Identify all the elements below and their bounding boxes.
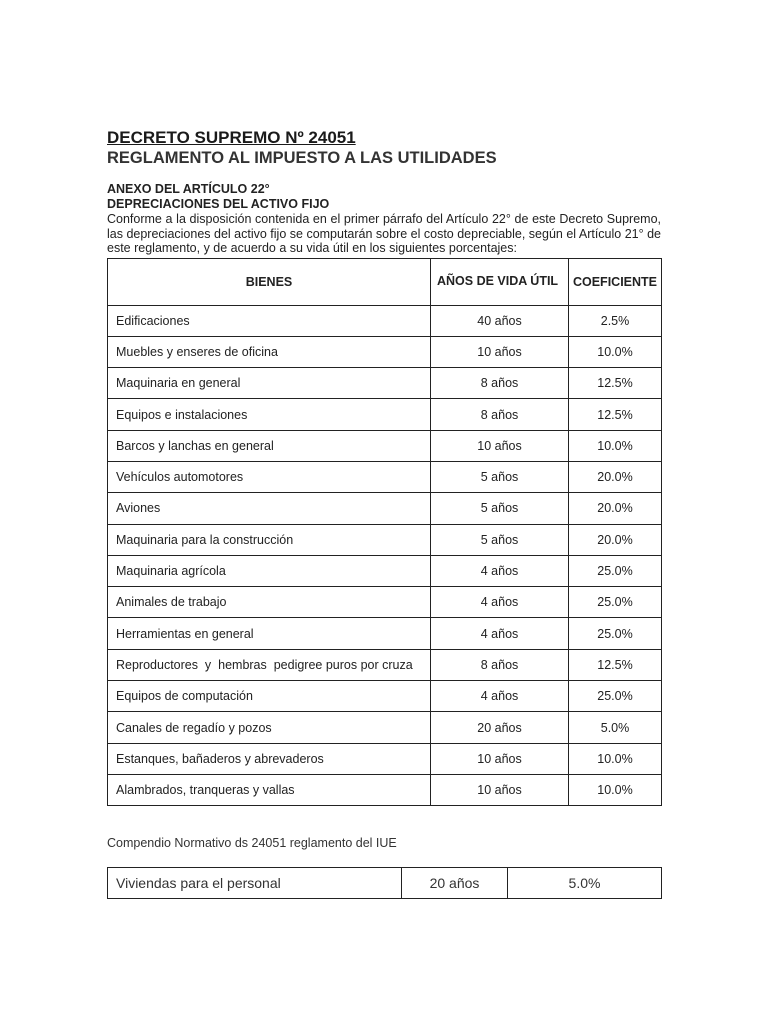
table-row [108,368,662,399]
table-header-row [108,258,662,305]
extra-depreciation-table [107,867,662,899]
table-row [108,774,662,805]
compendium-note: Compendio Normativo ds 24051 reglamento del IUE [107,836,397,850]
asset-name: Aviones [108,493,431,524]
useful-life: 8 años [431,368,569,399]
asset-name: Muebles y enseres de oficina [108,336,431,367]
regulation-title: REGLAMENTO AL IMPUESTO A LAS UTILIDADES [107,149,497,167]
header-bienes: BIENES [108,258,431,305]
table-row [108,461,662,492]
asset-name: Maquinaria en general [108,368,431,399]
useful-life: 40 años [431,305,569,336]
coefficient: 10.0% [569,774,662,805]
table-row [108,743,662,774]
coefficient: 12.5% [569,649,662,680]
annex-subtitle: DEPRECIACIONES DEL ACTIVO FIJO [107,197,330,211]
useful-life: 4 años [431,587,569,618]
coefficient: 10.0% [569,336,662,367]
asset-name: Alambrados, tranqueras y vallas [108,774,431,805]
table-row [108,712,662,743]
annex-heading [107,182,661,212]
table-row [108,305,662,336]
table-row [108,587,662,618]
coefficient: 25.0% [569,587,662,618]
asset-name: Maquinaria agrícola [108,555,431,586]
asset-name: Animales de trabajo [108,587,431,618]
coefficient: 2.5% [569,305,662,336]
asset-name: Reproductores y hembras pedigree puros por cruza [108,649,431,680]
coefficient: 25.0% [569,618,662,649]
intro-paragraph: Conforme a la disposición contenida en el primer párrafo del Artículo 22° de este Decreto Supremo, las depreciaciones del activo fijo se computarán sobre el costo depreciable, según el Artículo 21° de este reglamento, y de acuerdo a su vida útil en los siguientes porcentajes: [107,212,661,255]
asset-name: Viviendas para el personal [108,868,402,899]
asset-name: Herramientas en general [108,618,431,649]
asset-name: Equipos e instalaciones [108,399,431,430]
coefficient: 20.0% [569,461,662,492]
useful-life: 4 años [431,681,569,712]
coefficient: 12.5% [569,399,662,430]
table-row [108,430,662,461]
table-row [108,868,662,899]
coefficient: 5.0% [508,868,662,899]
useful-life: 10 años [431,336,569,367]
table-row [108,524,662,555]
asset-name: Estanques, bañaderos y abrevaderos [108,743,431,774]
useful-life: 8 años [431,399,569,430]
useful-life: 5 años [431,524,569,555]
table-row [108,336,662,367]
asset-name: Maquinaria para la construcción [108,524,431,555]
useful-life: 20 años [431,712,569,743]
asset-name: Edificaciones [108,305,431,336]
table-row [108,555,662,586]
asset-name: Canales de regadío y pozos [108,712,431,743]
table-row [108,493,662,524]
header-anos-vida-util: AÑOS DE VIDA ÚTIL [431,258,569,305]
useful-life: 20 años [402,868,508,899]
coefficient: 20.0% [569,524,662,555]
coefficient: 25.0% [569,555,662,586]
annex-article: ANEXO DEL ARTÍCULO 22° [107,182,270,196]
useful-life: 5 años [431,493,569,524]
useful-life: 4 años [431,555,569,586]
coefficient: 10.0% [569,743,662,774]
asset-name: Equipos de computación [108,681,431,712]
table-row [108,681,662,712]
useful-life: 4 años [431,618,569,649]
coefficient: 25.0% [569,681,662,712]
useful-life: 10 años [431,430,569,461]
table-row [108,649,662,680]
useful-life: 10 años [431,743,569,774]
document-page [107,128,661,806]
asset-name: Vehículos automotores [108,461,431,492]
header-coeficiente: COEFICIENTE [569,258,662,305]
decree-title: DECRETO SUPREMO Nº 24051 [107,128,356,147]
useful-life: 8 años [431,649,569,680]
useful-life: 5 años [431,461,569,492]
coefficient: 10.0% [569,430,662,461]
depreciation-table [107,258,662,807]
asset-name: Barcos y lanchas en general [108,430,431,461]
coefficient: 12.5% [569,368,662,399]
coefficient: 5.0% [569,712,662,743]
useful-life: 10 años [431,774,569,805]
coefficient: 20.0% [569,493,662,524]
table-row [108,399,662,430]
table-row [108,618,662,649]
